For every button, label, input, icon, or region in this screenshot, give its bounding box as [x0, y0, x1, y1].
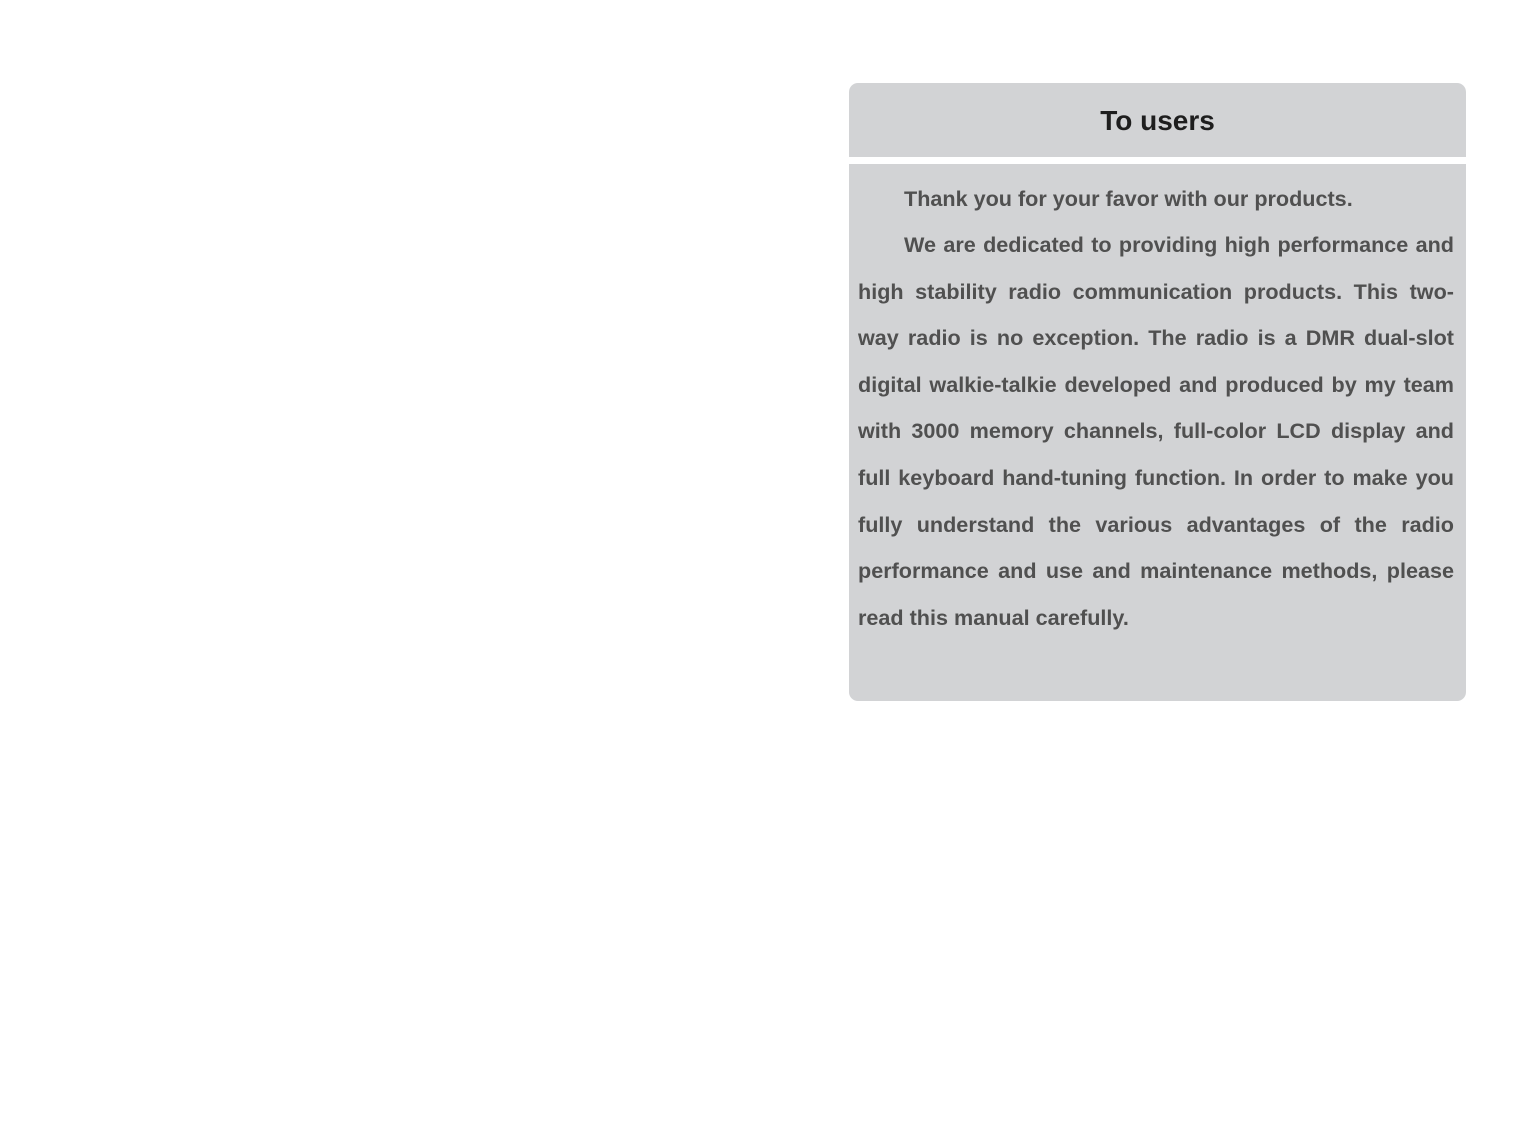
notice-header: [849, 83, 1466, 157]
notice-divider: [849, 157, 1466, 164]
notice-paragraph-description: We are dedicated to providing high performance and high stability radio communication products. This two-way radio is no exception. The radio is a DMR dual-slot digital walkie-talkie developed and produced by my team with 3000 memory channels, full-color LCD display and full keyboard hand-tuning function. In order to make you fully understand the various advantages of the radio performance and use and maintenance methods, please read this manual carefully.: [858, 232, 1454, 630]
notice-paragraph-thanks: Thank you for your favor with our products.: [904, 186, 1353, 211]
notice-body: [849, 164, 1466, 701]
to-users-notice: [849, 83, 1466, 701]
notice-title: To users: [1100, 105, 1215, 136]
